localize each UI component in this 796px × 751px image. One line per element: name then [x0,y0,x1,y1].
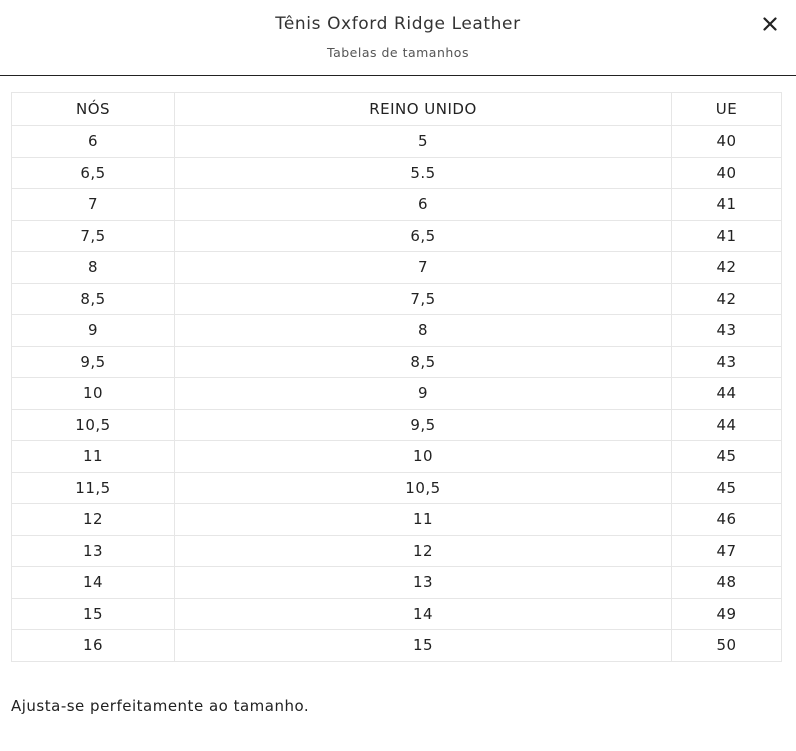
cell-us-size: 8,5 [12,283,175,315]
table-header-row [12,93,782,126]
table-row [12,472,782,504]
column-header-us: NÓS [12,93,175,126]
cell-us-size: 14 [12,567,175,599]
cell-us-size: 13 [12,535,175,567]
cell-us-size: 9,5 [12,346,175,378]
cell-eu-size: 41 [672,189,782,221]
cell-us-size: 11,5 [12,472,175,504]
cell-us-size: 6,5 [12,157,175,189]
cell-us-size: 7,5 [12,220,175,252]
cell-eu-size: 41 [672,220,782,252]
cell-eu-size: 48 [672,567,782,599]
modal-subtitle: Tabelas de tamanhos [327,45,469,60]
table-row [12,157,782,189]
cell-uk-size: 5 [175,126,672,158]
cell-uk-size: 10,5 [175,472,672,504]
cell-eu-size: 40 [672,126,782,158]
table-row [12,598,782,630]
cell-us-size: 10 [12,378,175,410]
cell-uk-size: 6,5 [175,220,672,252]
cell-eu-size: 47 [672,535,782,567]
cell-eu-size: 49 [672,598,782,630]
close-button[interactable] [756,10,784,38]
cell-uk-size: 5.5 [175,157,672,189]
cell-uk-size: 8 [175,315,672,347]
cell-eu-size: 40 [672,157,782,189]
cell-uk-size: 9,5 [175,409,672,441]
cell-uk-size: 8,5 [175,346,672,378]
cell-eu-size: 45 [672,441,782,473]
column-header-uk: REINO UNIDO [175,93,672,126]
cell-uk-size: 6 [175,189,672,221]
cell-uk-size: 12 [175,535,672,567]
cell-uk-size: 15 [175,630,672,662]
table-row [12,126,782,158]
close-icon[interactable] [763,17,777,31]
cell-uk-size: 7,5 [175,283,672,315]
cell-uk-size: 13 [175,567,672,599]
cell-uk-size: 14 [175,598,672,630]
cell-eu-size: 43 [672,315,782,347]
cell-eu-size: 42 [672,283,782,315]
table-row [12,283,782,315]
cell-uk-size: 9 [175,378,672,410]
fit-note: Ajusta-se perfeitamente ao tamanho. [11,697,310,715]
table-row [12,189,782,221]
table-row [12,220,782,252]
cell-eu-size: 44 [672,378,782,410]
table-row [12,441,782,473]
table-row [12,630,782,662]
table-row [12,346,782,378]
table-row [12,252,782,284]
table-row [12,567,782,599]
table-row [12,504,782,536]
table-row [12,535,782,567]
size-chart-table [11,92,782,662]
cell-eu-size: 45 [672,472,782,504]
table-row [12,409,782,441]
cell-us-size: 8 [12,252,175,284]
cell-us-size: 16 [12,630,175,662]
cell-eu-size: 46 [672,504,782,536]
cell-eu-size: 44 [672,409,782,441]
modal-title: Tênis Oxford Ridge Leather [275,14,521,34]
cell-uk-size: 7 [175,252,672,284]
cell-eu-size: 50 [672,630,782,662]
cell-us-size: 7 [12,189,175,221]
cell-uk-size: 11 [175,504,672,536]
table-row [12,378,782,410]
cell-us-size: 12 [12,504,175,536]
cell-eu-size: 42 [672,252,782,284]
modal-header [0,0,796,76]
column-header-eu: UE [672,93,782,126]
cell-us-size: 15 [12,598,175,630]
cell-us-size: 11 [12,441,175,473]
cell-us-size: 6 [12,126,175,158]
cell-uk-size: 10 [175,441,672,473]
cell-eu-size: 43 [672,346,782,378]
table-row [12,315,782,347]
cell-us-size: 9 [12,315,175,347]
cell-us-size: 10,5 [12,409,175,441]
